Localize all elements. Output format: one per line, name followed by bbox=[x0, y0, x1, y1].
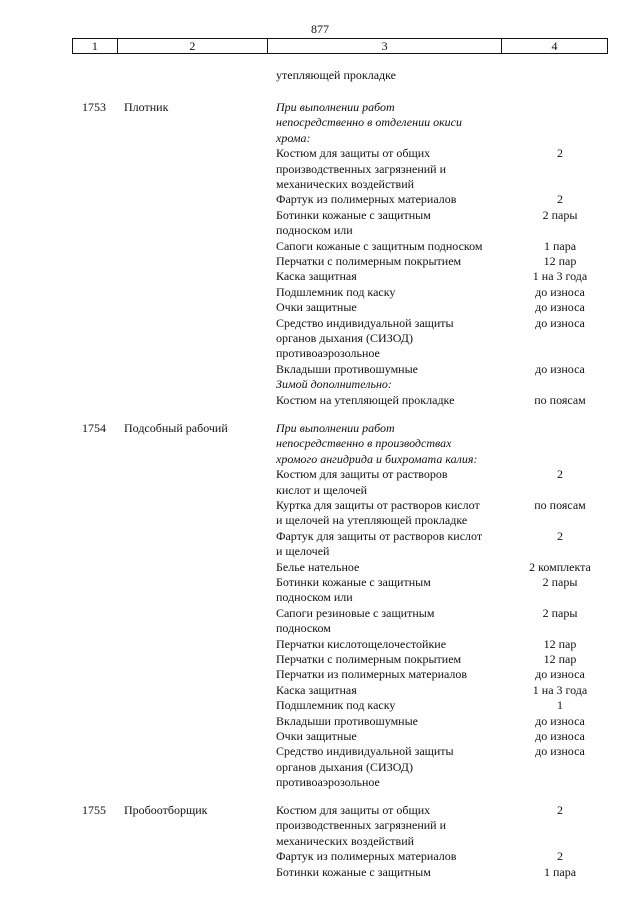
item-description: Перчатки с полимерным покрытием bbox=[276, 652, 462, 666]
issue-norm: до износа bbox=[535, 744, 585, 759]
issue-norm: 2 комплекта bbox=[529, 559, 591, 574]
condition-note: хрома: bbox=[276, 130, 311, 145]
issue-norm: 2 bbox=[557, 528, 563, 543]
item-description: Перчатки с полимерным покрытием bbox=[276, 254, 462, 268]
item-description: Подшлемник под каску bbox=[276, 284, 396, 299]
item-description: Куртка для защиты от растворов кислот bbox=[276, 498, 480, 512]
item-description: Костюм на утепляющей прокладке bbox=[276, 392, 455, 407]
item-description: Костюм для защиты от растворов bbox=[276, 467, 448, 482]
column-header-1: 1 bbox=[73, 39, 118, 54]
profession-name: Пробоотборщик bbox=[124, 803, 208, 817]
issue-norm: 1 bbox=[557, 698, 563, 713]
issue-norm: до износа bbox=[535, 713, 585, 728]
item-description: Очки защитные bbox=[276, 729, 357, 743]
item-description: Сапоги кожаные с защитным подноском bbox=[276, 238, 483, 253]
item-description: подноском bbox=[276, 621, 331, 636]
issue-norm: 12 пар bbox=[543, 652, 577, 666]
item-description: подноском или bbox=[276, 590, 353, 605]
entry-number: 1755 bbox=[82, 803, 106, 817]
item-description: Фартук для защиты от растворов кислот bbox=[276, 528, 483, 543]
item-description: Вкладыши противошумные bbox=[276, 713, 418, 728]
item-description: Белье нательное bbox=[276, 559, 360, 574]
issue-norm: 12 пар bbox=[543, 636, 577, 651]
condition-note: непосредственно в отделении окиси bbox=[276, 115, 463, 130]
column-header-3: 3 bbox=[268, 39, 502, 54]
item-description: противоаэрозольное bbox=[276, 775, 380, 790]
issue-norm: до износа bbox=[535, 315, 585, 330]
issue-norm: 1 пара bbox=[543, 864, 577, 879]
item-description: Средство индивидуальной защиты bbox=[276, 315, 454, 330]
item-description: механических воздействий bbox=[276, 177, 415, 191]
condition-note: При выполнении работ bbox=[276, 100, 395, 114]
issue-norm: 1 на 3 года bbox=[532, 682, 588, 697]
issue-norm: по поясам bbox=[534, 392, 586, 407]
issue-norm: до износа bbox=[535, 361, 585, 376]
column-header-2: 2 bbox=[117, 39, 268, 54]
column-header-4: 4 bbox=[501, 39, 607, 54]
item-description: Фартук из полимерных материалов bbox=[276, 849, 457, 864]
issue-norm: 2 bbox=[557, 849, 563, 864]
issue-norm: 1 пара bbox=[543, 238, 577, 253]
item-description: Каска защитная bbox=[276, 269, 357, 284]
item-description: и щелочей bbox=[276, 544, 330, 559]
item-description: Костюм для защиты от общих bbox=[276, 803, 431, 817]
item-description: механических воздействий bbox=[276, 833, 415, 848]
issue-norm: 2 пары bbox=[542, 575, 578, 589]
item-description: органов дыхания (СИЗОД) bbox=[276, 331, 413, 345]
issue-norm: 1 на 3 года bbox=[532, 269, 588, 284]
item-description: Подшлемник под каску bbox=[276, 698, 396, 713]
column-header-row bbox=[72, 38, 608, 54]
item-description: Перчатки из полимерных материалов bbox=[276, 667, 468, 682]
page-number: 877 bbox=[311, 22, 329, 36]
item-description: утепляющей прокладке bbox=[276, 68, 396, 82]
item-description: противоаэрозольное bbox=[276, 346, 380, 361]
profession-name: Подсобный рабочий bbox=[124, 421, 228, 435]
item-description: Ботинки кожаные с защитным bbox=[276, 207, 431, 222]
item-description: Средство индивидуальной защиты bbox=[276, 744, 454, 759]
issue-norm: 2 пары bbox=[542, 605, 578, 620]
item-description: производственных загрязнений и bbox=[276, 818, 447, 833]
item-description: и щелочей на утепляющей прокладке bbox=[276, 513, 468, 528]
item-description: производственных загрязнений и bbox=[276, 161, 447, 176]
item-description: Фартук из полимерных материалов bbox=[276, 192, 457, 207]
item-description: Перчатки кислотощелочестойкие bbox=[276, 636, 447, 651]
issue-norm: 2 bbox=[557, 467, 563, 482]
item-description: органов дыхания (СИЗОД) bbox=[276, 759, 413, 774]
issue-norm: до износа bbox=[535, 729, 585, 743]
issue-norm: до износа bbox=[535, 667, 585, 682]
item-description: Каска защитная bbox=[276, 682, 357, 697]
condition-note: Зимой дополнительно: bbox=[276, 377, 392, 392]
entry-number: 1753 bbox=[82, 100, 106, 114]
item-description: Очки защитные bbox=[276, 300, 357, 315]
entry-number: 1754 bbox=[82, 421, 106, 435]
item-description: Сапоги резиновые с защитным bbox=[276, 605, 435, 620]
item-description: Ботинки кожаные с защитным bbox=[276, 864, 431, 879]
issue-norm: 12 пар bbox=[543, 254, 577, 268]
issue-norm: 2 bbox=[557, 192, 563, 207]
profession-name: Плотник bbox=[124, 100, 169, 114]
condition-note: непосредственно в производствах bbox=[276, 436, 452, 451]
issue-norm: по поясам bbox=[534, 498, 586, 512]
issue-norm: 2 bbox=[557, 803, 563, 817]
item-description: Ботинки кожаные с защитным bbox=[276, 575, 431, 589]
issue-norm: до износа bbox=[535, 284, 585, 299]
item-description: кислот и щелочей bbox=[276, 482, 368, 497]
issue-norm: до износа bbox=[535, 300, 585, 315]
item-description: Вкладыши противошумные bbox=[276, 361, 418, 376]
issue-norm: 2 пары bbox=[542, 207, 578, 222]
issue-norm: 2 bbox=[557, 146, 563, 161]
condition-note: При выполнении работ bbox=[276, 421, 395, 435]
condition-note: хромого ангидрида и бихромата калия: bbox=[276, 451, 478, 466]
item-description: Костюм для защиты от общих bbox=[276, 146, 431, 161]
item-description: подноском или bbox=[276, 223, 353, 238]
